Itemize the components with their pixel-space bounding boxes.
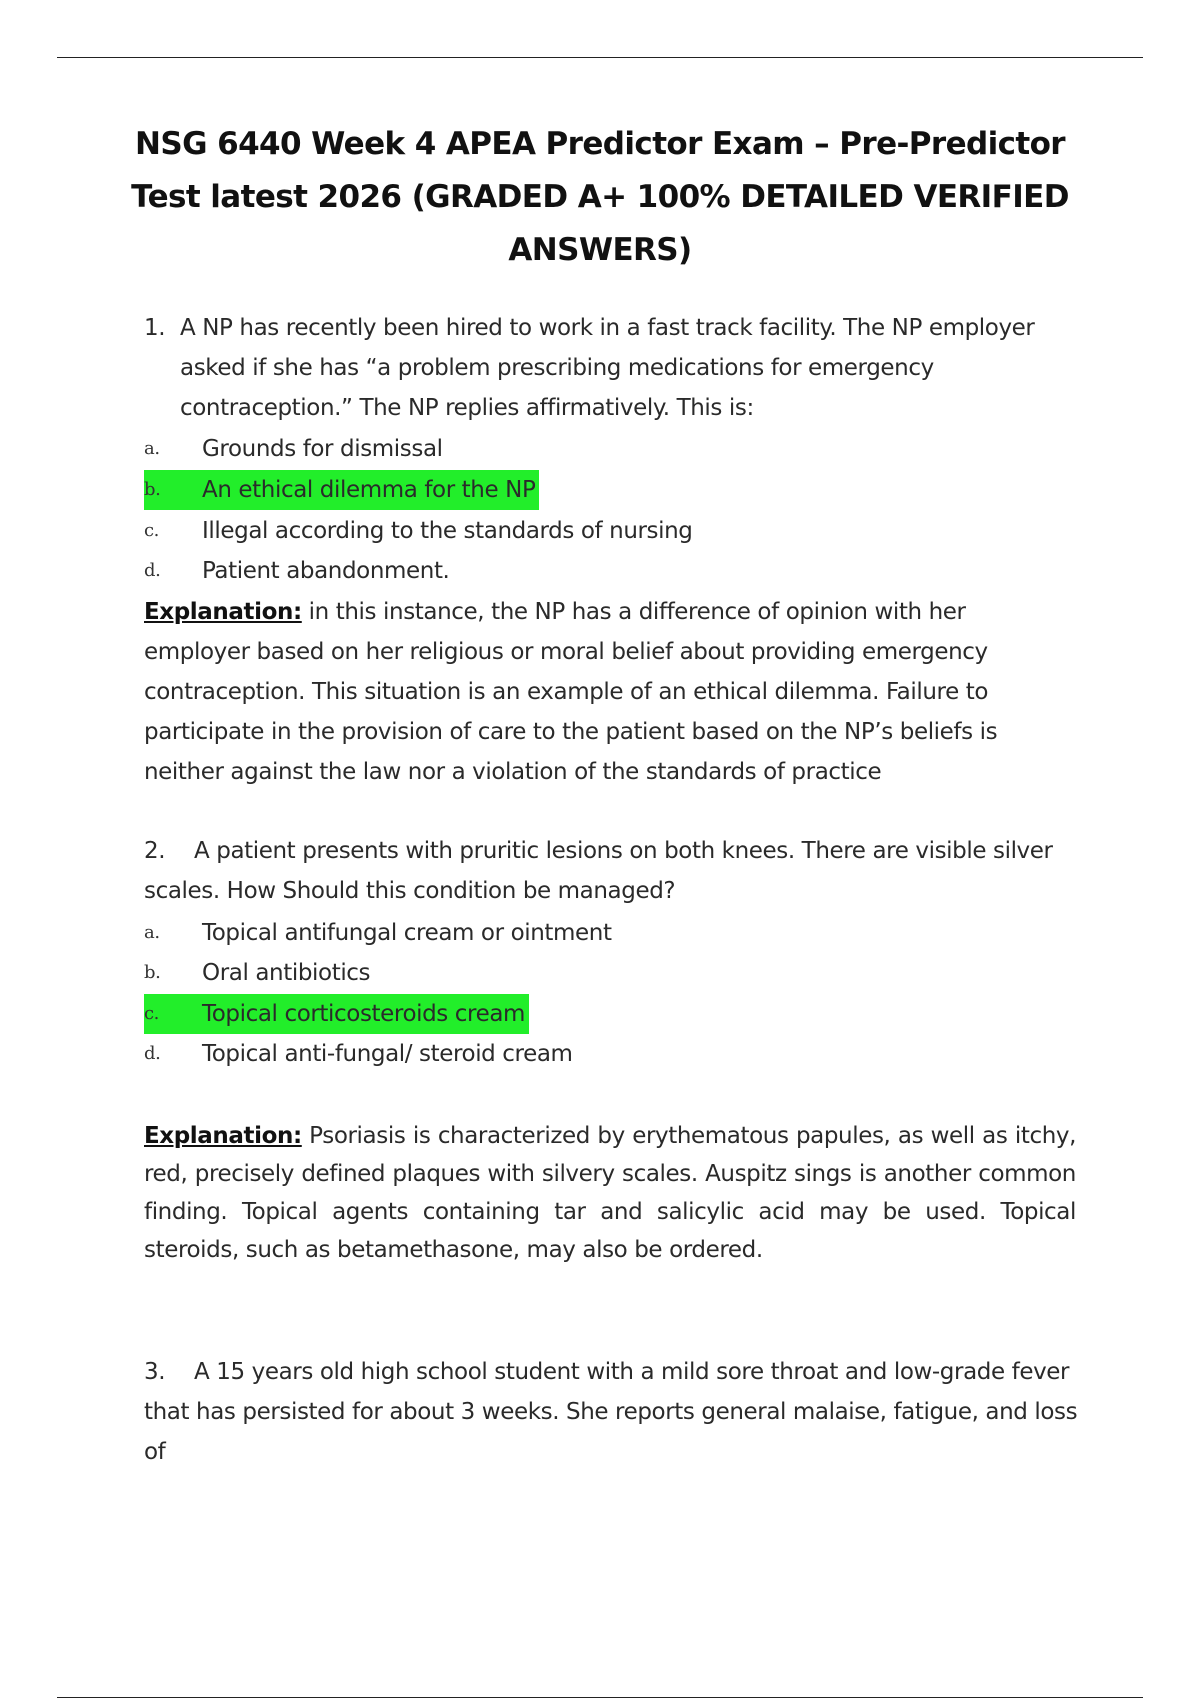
- question-2-option-c-correct: [144, 994, 529, 1034]
- question-2-number: 2.: [144, 838, 166, 864]
- explanation-text: Psoriasis is characterized by erythematous papules, as well as itchy, red, precisely defined plaques with silvery scales. Auspitz sings is another common finding. Topical agents containing tar and salicylic acid may be used. Topical steroids, such as betamethasone, may also be ordered.: [144, 1123, 1076, 1263]
- option-letter: c.: [144, 520, 160, 541]
- option-letter: a.: [144, 922, 160, 943]
- question-2-explanation: [144, 1117, 1076, 1269]
- option-letter: c.: [144, 1003, 160, 1024]
- option-letter: a.: [144, 438, 160, 459]
- option-text: An ethical dilemma for the NP: [202, 477, 536, 503]
- question-1-number: 1.: [144, 315, 166, 341]
- question-2-option-a: [144, 913, 612, 953]
- question-3-stem: A 15 years old high school student with a mild sore throat and low-grade fever that has persisted for about 3 weeks. She reports general malaise, fatigue, and loss of: [144, 1359, 1078, 1465]
- option-letter: b.: [144, 962, 161, 983]
- option-text: Topical corticosteroids cream: [202, 1001, 526, 1027]
- document-title: NSG 6440 Week 4 APEA Predictor Exam – Pre-Predictor Test latest 2026 (GRADED A+ 100% DETAILED VERIFIED ANSWERS): [131, 126, 1069, 268]
- question-3-number: 3.: [144, 1359, 166, 1385]
- explanation-label: Explanation:: [144, 599, 302, 625]
- option-letter: b.: [144, 479, 161, 500]
- question-2: [144, 831, 1084, 911]
- question-2-option-d: [144, 1034, 573, 1074]
- question-1-option-c: [144, 511, 693, 551]
- explanation-text: in this instance, the NP has a difference of opinion with her employer based on her religious or moral belief about providing emergency contraception. This situation is an example of an ethical dilemma. Failure to participate in the provision of care to the patient based on the NP’s beliefs is neither against the law nor a violation of the standards of practice: [144, 599, 998, 785]
- bottom-rule: [57, 1697, 1143, 1698]
- question-1-option-b-correct: [144, 470, 539, 510]
- option-text: Topical antifungal cream or ointment: [202, 920, 612, 946]
- option-text: Illegal according to the standards of nursing: [202, 518, 693, 544]
- question-2-stem: A patient presents with pruritic lesions on both knees. There are visible silver scales. How Should this condition be managed?: [144, 838, 1053, 904]
- question-2-option-b: [144, 953, 370, 993]
- question-1: [144, 308, 1074, 428]
- question-1-stem: A NP has recently been hired to work in a fast track facility. The NP employer asked if she has “a problem prescribing medications for emergency contraception.” The NP replies affirmatively. This is:: [180, 315, 1035, 421]
- option-letter: d.: [144, 1043, 161, 1064]
- question-1-explanation: [144, 592, 1076, 792]
- option-text: Oral antibiotics: [202, 960, 371, 986]
- explanation-label: Explanation:: [144, 1123, 302, 1149]
- question-3: [144, 1352, 1084, 1472]
- option-text: Patient abandonment.: [202, 558, 450, 584]
- option-text: Grounds for dismissal: [202, 436, 443, 462]
- question-1-option-a: [144, 429, 443, 469]
- option-text: Topical anti-fungal/ steroid cream: [202, 1041, 573, 1067]
- option-letter: d.: [144, 560, 161, 581]
- question-1-option-d: [144, 551, 449, 591]
